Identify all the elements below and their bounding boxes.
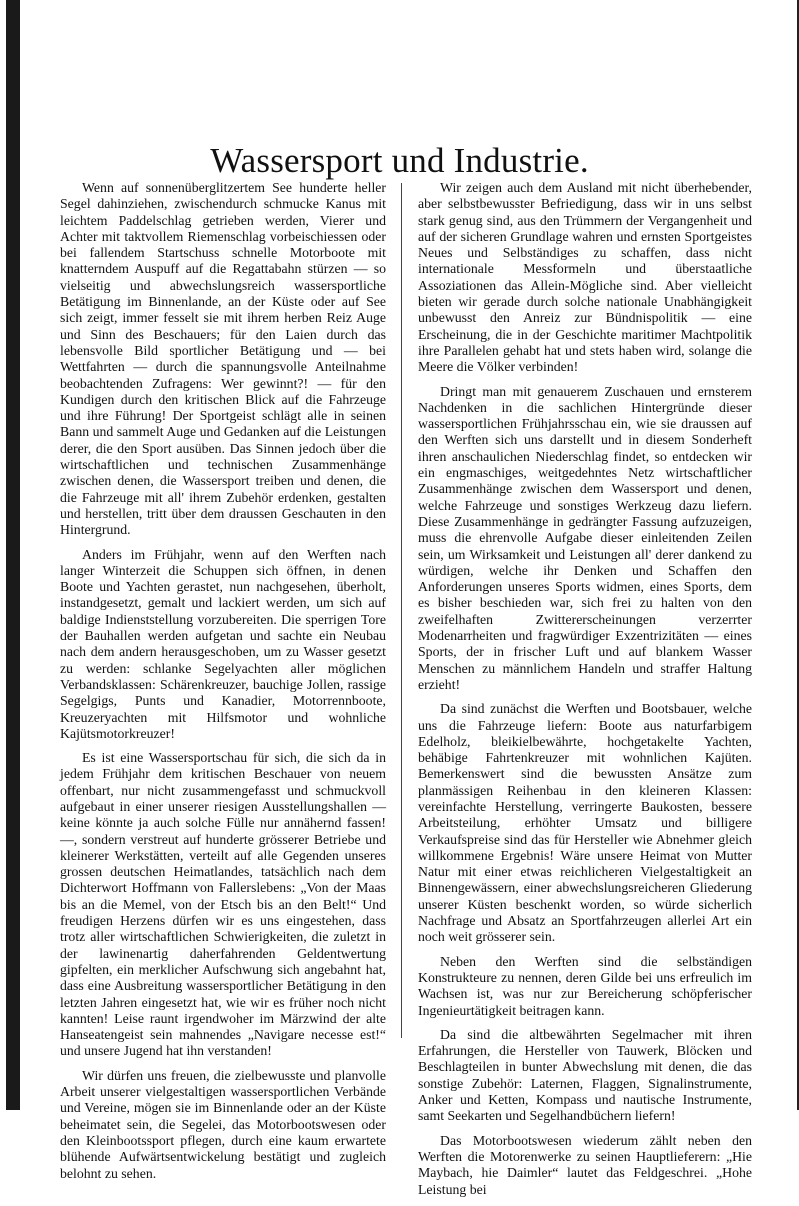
paragraph: Wir zeigen auch dem Ausland mit nicht überhebender, aber selbstbewusster Befriedigung, dass wir in uns selbst stark genug sind, aus den Trümmern der Vergangenheit und auf der sicheren Grundlage wahren und ernsten Sportgeistes Neues und Selbständiges zu schaffen, dass nicht internationale Messformeln und überstaatliche Assoziationen das Allein-Mögliche sind. Aber vielleicht bieten wir gerade durch solche nationale Unabhängigkeit unbewusst den Anreiz zur Bündnispolitik — eine Erscheinung, die in der Geschichte maritimer Machtpolitik ihre Parallelen gehabt hat und stets haben wird, solange die Meere die Völker verbinden! [418,180,752,375]
paragraph: Dringt man mit genauerem Zuschauen und ernsterem Nachdenken in die sachlichen Hintergründe dieser wassersportlichen Frühjahrsschau ein, wie sie draussen auf den Werften sich uns darstellt und in diesem Sonderheft ihren anschaulichen Niederschlag findet, so entdecken wir ein engmaschiges, weitgedehntes Netz wirtschaftlicher Zusammenhänge zwischen dem Wassersport und denen, welche Fahrzeuge und sonstiges Werkzeug dazu liefern. Diese Zusammenhänge in gedrängter Fassung aufzuzeigen, muss die ehrenvolle Aufgabe dieser einleitenden Zeilen sein, um Wirksamkeit und Leistungen all' derer dankend zu würdigen, welche ihr Denken und Schaffen den Anforderungen unseres Sports widmen, eines Sports, dem es bisher beschieden war, sich frei zu halten von den zweifelhaften Zwittererscheinungen verzerrter Modenarrheiten und fragwürdiger Exzentrizitäten — eines Sports, der in frischer Luft und auf blankem Wasser Menschen zu männlichem Handeln und straffer Haltung erzieht! [418,383,752,692]
left-column [60,180,386,1190]
paragraph: Neben den Werften sind die selbständigen Konstrukteure zu nennen, deren Gilde bei uns erfreulich im Wachsen ist, was nur zur Bereicherung schöpferischer Ingenieurtätigkeit beitragen kann. [418,953,752,1018]
column-divider [401,183,402,1038]
article-title: Wassersport und Industrie. [210,141,589,181]
paragraph: Da sind die altbewährten Segelmacher mit ihren Erfahrungen, die Hersteller von Tauwerk, Blöcken und Beschlagteilen in bunter Abwechslung mit denen, die das sonstige Zubehör: Laternen, Flaggen, Signalinstrumente, Anker und Ketten, Kompass und nautische Instrumente, samt Seekarten und Segelhandbüchern liefern! [418,1026,752,1124]
paragraph: Da sind zunächst die Werften und Bootsbauer, welche uns die Fahrzeuge liefern: Boote aus naturfarbigem Edelholz, bleikielbewährte, hochgetakelte Yachten, behäbige Fahrtenkreuzer mit wohnlichen Kajüten. Bemerkenswert sind die bewussten Ansätze zum planmässigen Reihenbau in den kleineren Klassen: vereinfachte Herstellung, verringerte Baukosten, bessere Arbeitsteilung, erhöhter Umsatz und billigere Verkaufspreise sind das für Hersteller wie Abnehmer gleich willkommene Ergebnis! Wäre unsere Heimat von Mutter Natur mit einer etwas reichlicheren Vielgestaltigkeit an Binnengewässern, einer abwechslungsreicheren Gliederung unserer Küsten beschenkt worden, so würde sicherlich Nachfrage und Absatz an Sportfahrzeugen allerlei Art ein noch weit grösserer sein. [418,701,752,945]
right-column [418,180,752,1206]
paragraph: Wir dürfen uns freuen, die zielbewusste und planvolle Arbeit unserer vielgestaltigen wassersportlichen Verbände und Vereine, mögen sie im Binnenlande oder an der Küste beheimatet sein, die Segelei, das Motorbootswesen oder den Kleinbootssport pflegen, durch eine kaum erwartete blühende Aufwärtsentwickelung bestätigt und zugleich belohnt zu sehen. [60,1067,386,1181]
paragraph: Es ist eine Wassersportschau für sich, die sich da in jedem Frühjahr dem kritischen Beschauer von neuem offenbart, nur nicht zusammengefasst und schmuckvoll aufgebaut in einer unserer riesigen Ausstellungshallen — keine könnte ja auch solche Fülle nur annähernd fassen! —, sondern verstreut auf hunderte grösserer Betriebe und kleinerer Werkstätten, verteilt auf alle Gegenden unseres grossen deutschen Heimatlandes, tatsächlich nach dem Dichterwort Hoffmann von Fallerslebens: „Von der Maas bis an die Memel, von der Etsch bis an den Belt!“ Und freudigen Herzens dürfen wir es uns eingestehen, dass trotz aller wirtschaftlichen Schwierigkeiten, die zuletzt in der lawinenartig daherfahrenden Geldentwertung gipfelten, ein merklicher Aufschwung sich angebahnt hat, dass eine Ausbreitung wassersportlicher Betätigung in den letzten Jahren eingesetzt hat, wie wir es früher noch nicht kannten! Leise raunt irgendwoher im Märzwind der alte Hanseatengeist sein mahnendes „Navigare necesse est!“ und unsere Jugend hat ihn verstanden! [60,750,386,1059]
paragraph: Das Motorbootswesen wiederum zählt neben den Werften die Motorenwerke zu seinen Hauptlieferern: „Hie Maybach, hie Daimler“ lautet das Feldgeschrei. „Hohe Leistung bei [418,1132,752,1197]
paragraph: Anders im Frühjahr, wenn auf den Werften nach langer Winterzeit die Schuppen sich öffnen, in denen Boote und Yachten gerastet, nun nachgesehen, überholt, instandgesetzt, gemalt und lackiert werden, um sich auf baldige Indienststellung vorzubereiten. Die sperrigen Tore der Bauhallen werden aufgetan und sachte ein Neubau nach dem andern herausgeschoben, um zu Wasser gesetzt zu werden: schlanke Segelyachten aller möglichen Verbandsklassen: Schärenkreuzer, bauchige Jollen, rassige Segelgigs, Punts und Kanadier, Motorrennboote, Kreuzeryachten mit Hilfsmotor und wohnliche Kajütsmotorkreuzer! [60,546,386,741]
paragraph: Wenn auf sonnenüberglitzertem See hunderte heller Segel dahinziehen, zwischendurch schmucke Kanus mit leichtem Paddelschlag getrieben werden, Vierer und Achter mit taktvollem Riemenschlag vorbeischiessen oder bei fallendem Startschuss schnelle Motorboote mit knatterndem Auspuff auf die Regattabahn stürzen — so vielseitig und abwechslungsreich wassersportliche Betätigung im Binnenlande, an der Küste oder auf See sich zeigt, immer fesselt sie mit ihrem herben Reiz Auge und Sinn des Beschauers; für den Laien durch das lebensvolle Bild sportlicher Betätigung und — bei Wettfahrten — durch die spannungsvolle Anteilnahme beobachtenden Zufragens: Wer gewinnt?! — für den Kundigen durch den kritischen Blick auf die Fahrzeuge und ihre Führung! Der Sportgeist schlägt alle in seinen Bann und sammelt Auge und Gedanken auf die Leistungen derer, die den Sport ausüben. Das Sinnen jedoch über die wirtschaftlichen und technischen Zusammenhänge zwischen denen, die Wassersport treiben und denen, die die Fahrzeuge mit all' ihrem Zubehör erdenken, gestalten und herstellen, tritt über dem draussen Geschauten in den Hintergrund. [60,180,386,538]
